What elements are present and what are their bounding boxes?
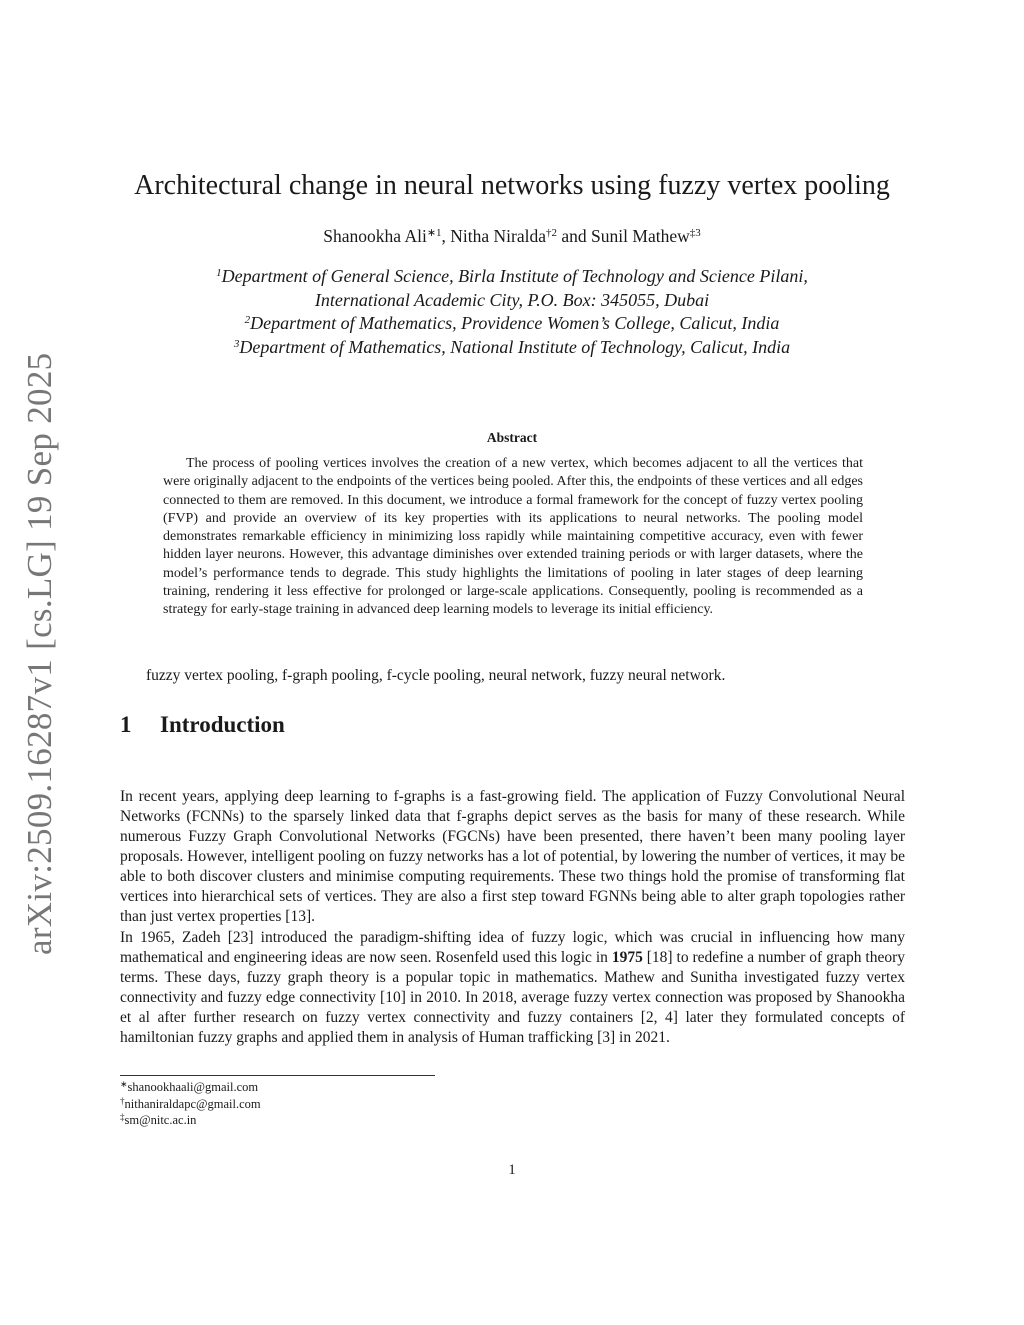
section-heading (120, 712, 285, 738)
author-marks: ∗1 (426, 227, 442, 239)
affiliation-text: Department of Mathematics, National Institute of Technology, Calicut, India (239, 336, 791, 357)
arxiv-identifier-stamp: arXiv:2509.16287v1 [cs.LG] 19 Sep 2025 (20, 352, 59, 955)
author-marks: ‡3 (689, 227, 701, 239)
footnote-divider (120, 1075, 435, 1076)
keywords-line: fuzzy vertex pooling, f-graph pooling, f-cycle pooling, neural network, fuzzy neural network. (146, 667, 726, 684)
abstract-body: The process of pooling vertices involves the creation of a new vertex, which becomes adjacent to all the vertices that were originally adjacent to the endpoints of the vertices being pooled. After this, the endpoints of these vertices and all edges connected to them are removed. In this document, we introduce a formal framework for the concept of fuzzy vertex pooling (FVP) and provide an overview of its key properties with its applications to neural networks. The pooling model demonstrates remarkable efficiency in minimizing loss rapidly while maintaining competitive accuracy, even with fewer hidden layer neurons. However, this advantage diminishes over extended training periods or with larger datasets, where the model’s performance tends to degrade. This study highlights the limitations of pooling in later stages of deep learning training, rendering it less effective for prolonged or large-scale applications. Consequently, pooling is recommended as a strategy for early-stage training in advanced deep learning models to leverage its initial efficiency. (163, 456, 863, 618)
author-name: Shanookha Ali (323, 226, 427, 246)
paper-title: Architectural change in neural networks using fuzzy vertex pooling (134, 170, 890, 201)
affiliation-number: 1 (216, 267, 222, 279)
footnote-mark: † (120, 1096, 125, 1106)
affiliation-line (0, 265, 1024, 289)
author-separator: , (441, 226, 451, 246)
author-name: Sunil Mathew (591, 226, 690, 246)
footnote-email (120, 1113, 196, 1128)
author-marks: †2 (546, 227, 558, 239)
intro-paragraph-1: In recent years, applying deep learning to f-graphs is a fast-growing field. The application of Fuzzy Convolutional Neural Networks (FCNNs) to the sparsely linked data that f-graphs depict serves as the basis for many of these research. While numerous Fuzzy Graph Convolutional Networks (FGCNs) have been presented, there haven’t been many pooling layer proposals. However, intelligent pooling on fuzzy networks has a lot of potential, by lowering the number of vertices, it may be able to both discover clusters and minimise computing requirements. These two things hold the promise of transforming flat vertices into hierarchical sets of vertices. They are also a first step toward FGNNs being able to alter graph topologies rather than just vertex properties [13]. (120, 788, 905, 925)
abstract-heading: Abstract (486, 430, 538, 445)
affiliation-text: Department of General Science, Birla Institute of Technology and Science Pilani, (221, 266, 808, 286)
author-name: Nitha Niralda (450, 226, 547, 246)
author-conjunction: and (557, 226, 592, 246)
affiliation-text: Department of Mathematics, Providence Women’s College, Calicut, India (250, 313, 780, 333)
footnote-email (120, 1080, 258, 1095)
affiliation-line (0, 289, 1024, 313)
affiliation-line (0, 336, 1024, 360)
footnote-text: nithaniraldapc@gmail.com (124, 1097, 261, 1111)
affiliation-list (0, 265, 1024, 359)
section-title: Introduction (160, 712, 285, 737)
footnote-mark: ∗ (120, 1079, 128, 1089)
footnote-text: shanookhaali@gmail.com (127, 1080, 259, 1094)
footnote-email (120, 1097, 261, 1112)
affiliation-line (0, 312, 1024, 336)
paragraph-text: In 1965, Zadeh [23] introduced the paradigm-shifting idea of fuzzy logic, which was crucial in influencing how many mathematical and engineering ideas are now seen. Rosenfeld used this logic in (120, 929, 905, 966)
page-number: 1 (508, 1162, 516, 1178)
intro-paragraph-2 (120, 928, 905, 1048)
affiliation-number: 3 (233, 337, 240, 350)
affiliation-number: 2 (244, 314, 251, 326)
paragraph-text: [18] to redefine a number of graph theory terms. These days, fuzzy graph theory is a popular topic in mathematics. Mathew and Sunitha investigated fuzzy vertex connectivity and fuzzy edge connectivity [10] in 2010. In 2018, average fuzzy vertex connection was proposed by Shanookha et al after further research on fuzzy vertex connectivity and fuzzy containers [2, 4] later they formulated concepts of hamiltonian fuzzy graphs and applied them in analysis of Human trafficking [3] in 2021. (120, 949, 905, 1046)
affiliation-text: International Academic City, P.O. Box: 345055, Dubai (314, 289, 710, 310)
footnote-mark: ‡ (120, 1112, 125, 1122)
footnote-text: sm@nitc.ac.in (124, 1113, 197, 1127)
section-number: 1 (120, 712, 132, 737)
author-list (0, 226, 1024, 247)
bold-year: 1975 (611, 949, 643, 966)
